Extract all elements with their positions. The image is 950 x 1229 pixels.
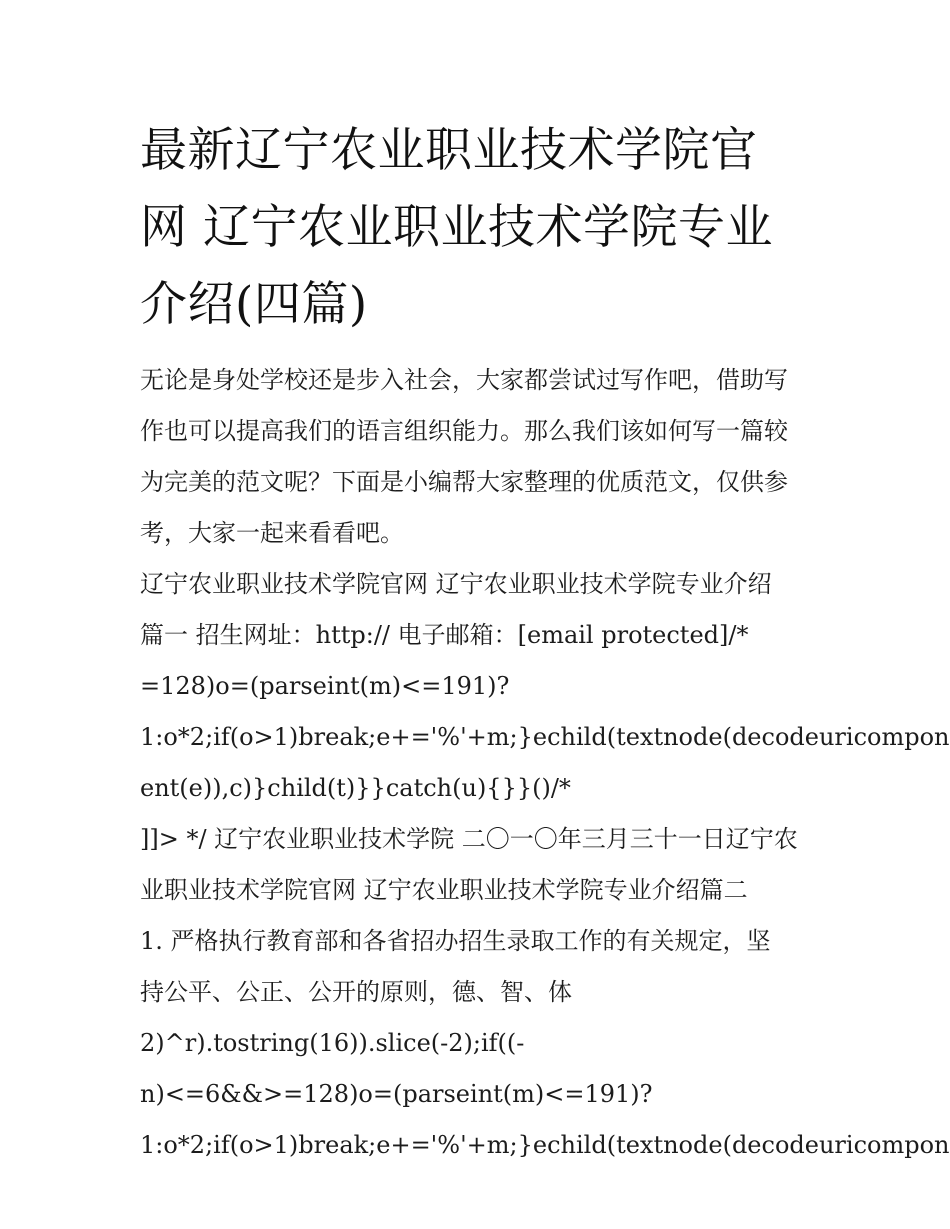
document-body: [140, 355, 950, 1171]
code-fragment-line-2: 1:o*2;if(o>1)break;e+='%'+m;}echild(textnode(decodeuricompon: [140, 723, 950, 751]
intro-line-4: 考，大家一起来看看吧。: [140, 519, 404, 547]
section-two-heading-line-2: 业职业技术学院官网 辽宁农业职业技术学院专业介绍篇二: [140, 876, 748, 904]
document-title: [140, 112, 820, 343]
code-fragment-line-4: 2)^r).tostring(16)).slice(-2);if((-: [140, 1029, 525, 1057]
title-line-2: 网 辽宁农业职业技术学院专业: [140, 200, 773, 255]
code-fragment-line-3: ent(e)),c)}child(t)}}catch(u){}}()/*: [140, 774, 571, 802]
code-fragment-line-1: =128)o=(parseint(m)<=191)?: [140, 672, 510, 700]
rule-line-1: 1. 严格执行教育部和各省招办招生录取工作的有关规定，坚: [140, 927, 771, 955]
code-fragment-line-5: n)<=6&&>=128)o=(parseint(m)<=191)?: [140, 1080, 653, 1108]
intro-line-1: 无论是身处学校还是步入社会，大家都尝试过写作吧，借助写: [140, 366, 788, 394]
section-one-line-1: 篇一 招生网址：http:// 电子邮箱：[email protected]/*: [140, 621, 749, 649]
document-page: [140, 112, 950, 1171]
intro-line-3: 为完美的范文呢？下面是小编帮大家整理的优质范文，仅供参: [140, 468, 788, 496]
section-heading-line-1: 辽宁农业职业技术学院官网 辽宁农业职业技术学院专业介绍: [140, 570, 772, 598]
code-fragment-line-6: 1:o*2;if(o>1)break;e+='%'+m;}echild(textnode(decodeuricompon: [140, 1131, 950, 1159]
section-two-heading-line-1: ]]> */ 辽宁农业职业技术学院 二〇一〇年三月三十一日辽宁农: [140, 825, 798, 853]
intro-line-2: 作也可以提高我们的语言组织能力。那么我们该如何写一篇较: [140, 417, 788, 445]
title-line-3: 介绍(四篇): [140, 277, 368, 332]
rule-line-2: 持公平、公正、公开的原则，德、智、体: [140, 978, 572, 1006]
title-line-1: 最新辽宁农业职业技术学院官: [140, 123, 758, 178]
